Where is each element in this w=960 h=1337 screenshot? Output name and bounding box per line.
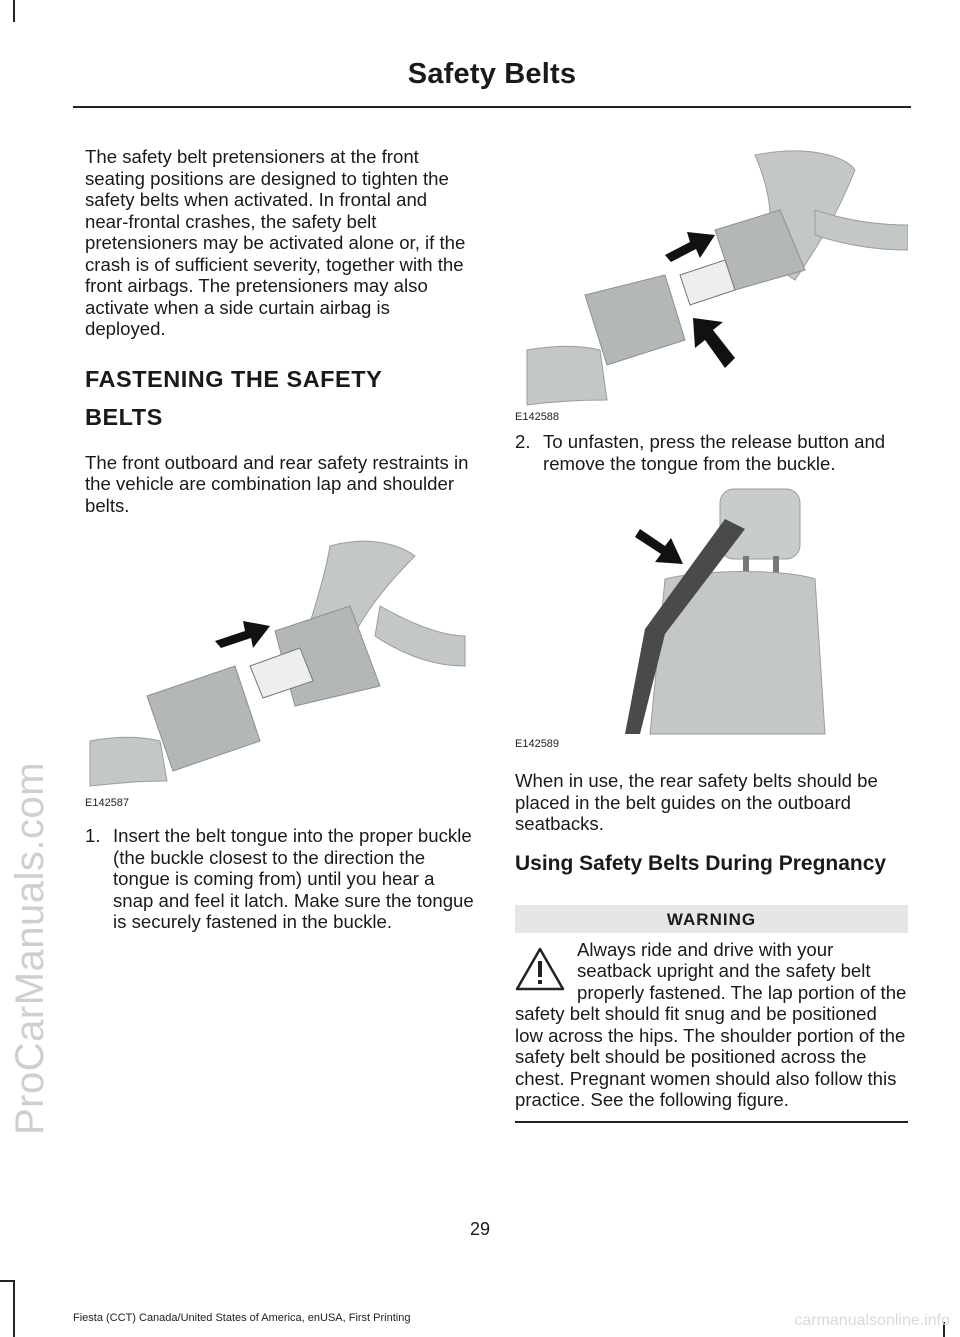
crop-mark-bottom-left xyxy=(13,1280,15,1337)
figure-buckle-release xyxy=(515,150,908,425)
figure-buckle-fasten xyxy=(85,536,470,811)
tongue-latch xyxy=(680,260,735,305)
warning-triangle-icon xyxy=(515,947,565,991)
figure-rear-seat-belt xyxy=(515,484,908,752)
insert-arrow-icon xyxy=(215,621,270,648)
warning-title: WARNING xyxy=(515,905,908,933)
crop-mark-bottom-left-h xyxy=(0,1280,15,1282)
page-title: Safety Belts xyxy=(407,58,577,90)
buckle-strap xyxy=(527,346,607,405)
figure-code: E142589 xyxy=(515,738,560,750)
footer-watermark: carmanualsonline.info xyxy=(794,1312,950,1329)
step-text: To unfasten, press the release button and remove the tongue from the buckle. xyxy=(543,431,886,474)
section-heading-line1: FASTENING THE SAFETY xyxy=(85,365,383,392)
warning-body xyxy=(515,939,908,1111)
left-column xyxy=(85,146,475,933)
section-heading xyxy=(85,360,475,436)
belt-fasten-illustration xyxy=(85,536,470,801)
rear-seat-illustration xyxy=(515,484,908,742)
step-text: Insert the belt tongue into the proper buckle (the buckle closest to the direction the tongue is coming from) until you hear a snap and feel it latch. Make sure the tongue is securely fastened in the buckle. xyxy=(113,825,474,932)
step-1 xyxy=(85,825,475,933)
step-2 xyxy=(515,431,908,474)
warning-box xyxy=(515,905,908,1123)
buckle-strap xyxy=(90,737,167,786)
press-arrow-icon xyxy=(693,318,735,368)
warning-rule xyxy=(515,1121,908,1123)
step-number: 1. xyxy=(85,825,101,846)
lap-belt-strap xyxy=(375,606,465,666)
remove-arrow-icon xyxy=(665,232,715,262)
figure-code: E142587 xyxy=(85,797,130,809)
lap-belt-strap xyxy=(815,210,908,250)
right-column xyxy=(515,146,908,1123)
belt-type-paragraph: The front outboard and rear safety restraints in the vehicle are combination lap and shoulder belts. xyxy=(85,451,469,516)
rear-belts-paragraph: When in use, the rear safety belts should be placed in the belt guides on the outboard seatbacks. xyxy=(515,770,878,834)
side-watermark: ProCarManuals.com xyxy=(8,761,52,1135)
warning-text: Always ride and drive with your seatback upright and the safety belt properly fastened. The lap portion of the safety belt should fit snug and be positioned low across the hips. The shoulder portion of the safety belt should be positioned across the chest. Pregnant women should also follow this practice. See the following figure. xyxy=(515,938,907,1110)
step-number: 2. xyxy=(515,431,531,452)
intro-paragraph: The safety belt pretensioners at the front seating positions are designed to tighten the safety belts when activated. In frontal and near-frontal crashes, the safety belt pretensioners may be activated alone or, if the crash is of sufficient severity, together with the front airbags. The pretensioners may also activate when a side curtain airbag is deployed. xyxy=(85,146,466,339)
headrest-post-right xyxy=(773,556,779,574)
section-heading-line2: BELTS xyxy=(85,403,163,430)
buckle-body xyxy=(147,666,260,771)
figure-code: E142588 xyxy=(515,411,560,423)
crop-mark-top-left xyxy=(13,0,15,22)
belt-guide-arrow-icon xyxy=(635,529,683,564)
footer-text: Fiesta (CCT) Canada/United States of America, enUSA, First Printing xyxy=(73,1312,411,1324)
header-rule xyxy=(73,106,911,108)
subsection-heading: Using Safety Belts During Pregnancy xyxy=(515,851,887,875)
belt-release-illustration xyxy=(515,150,908,410)
page-number: 29 xyxy=(469,1219,491,1239)
